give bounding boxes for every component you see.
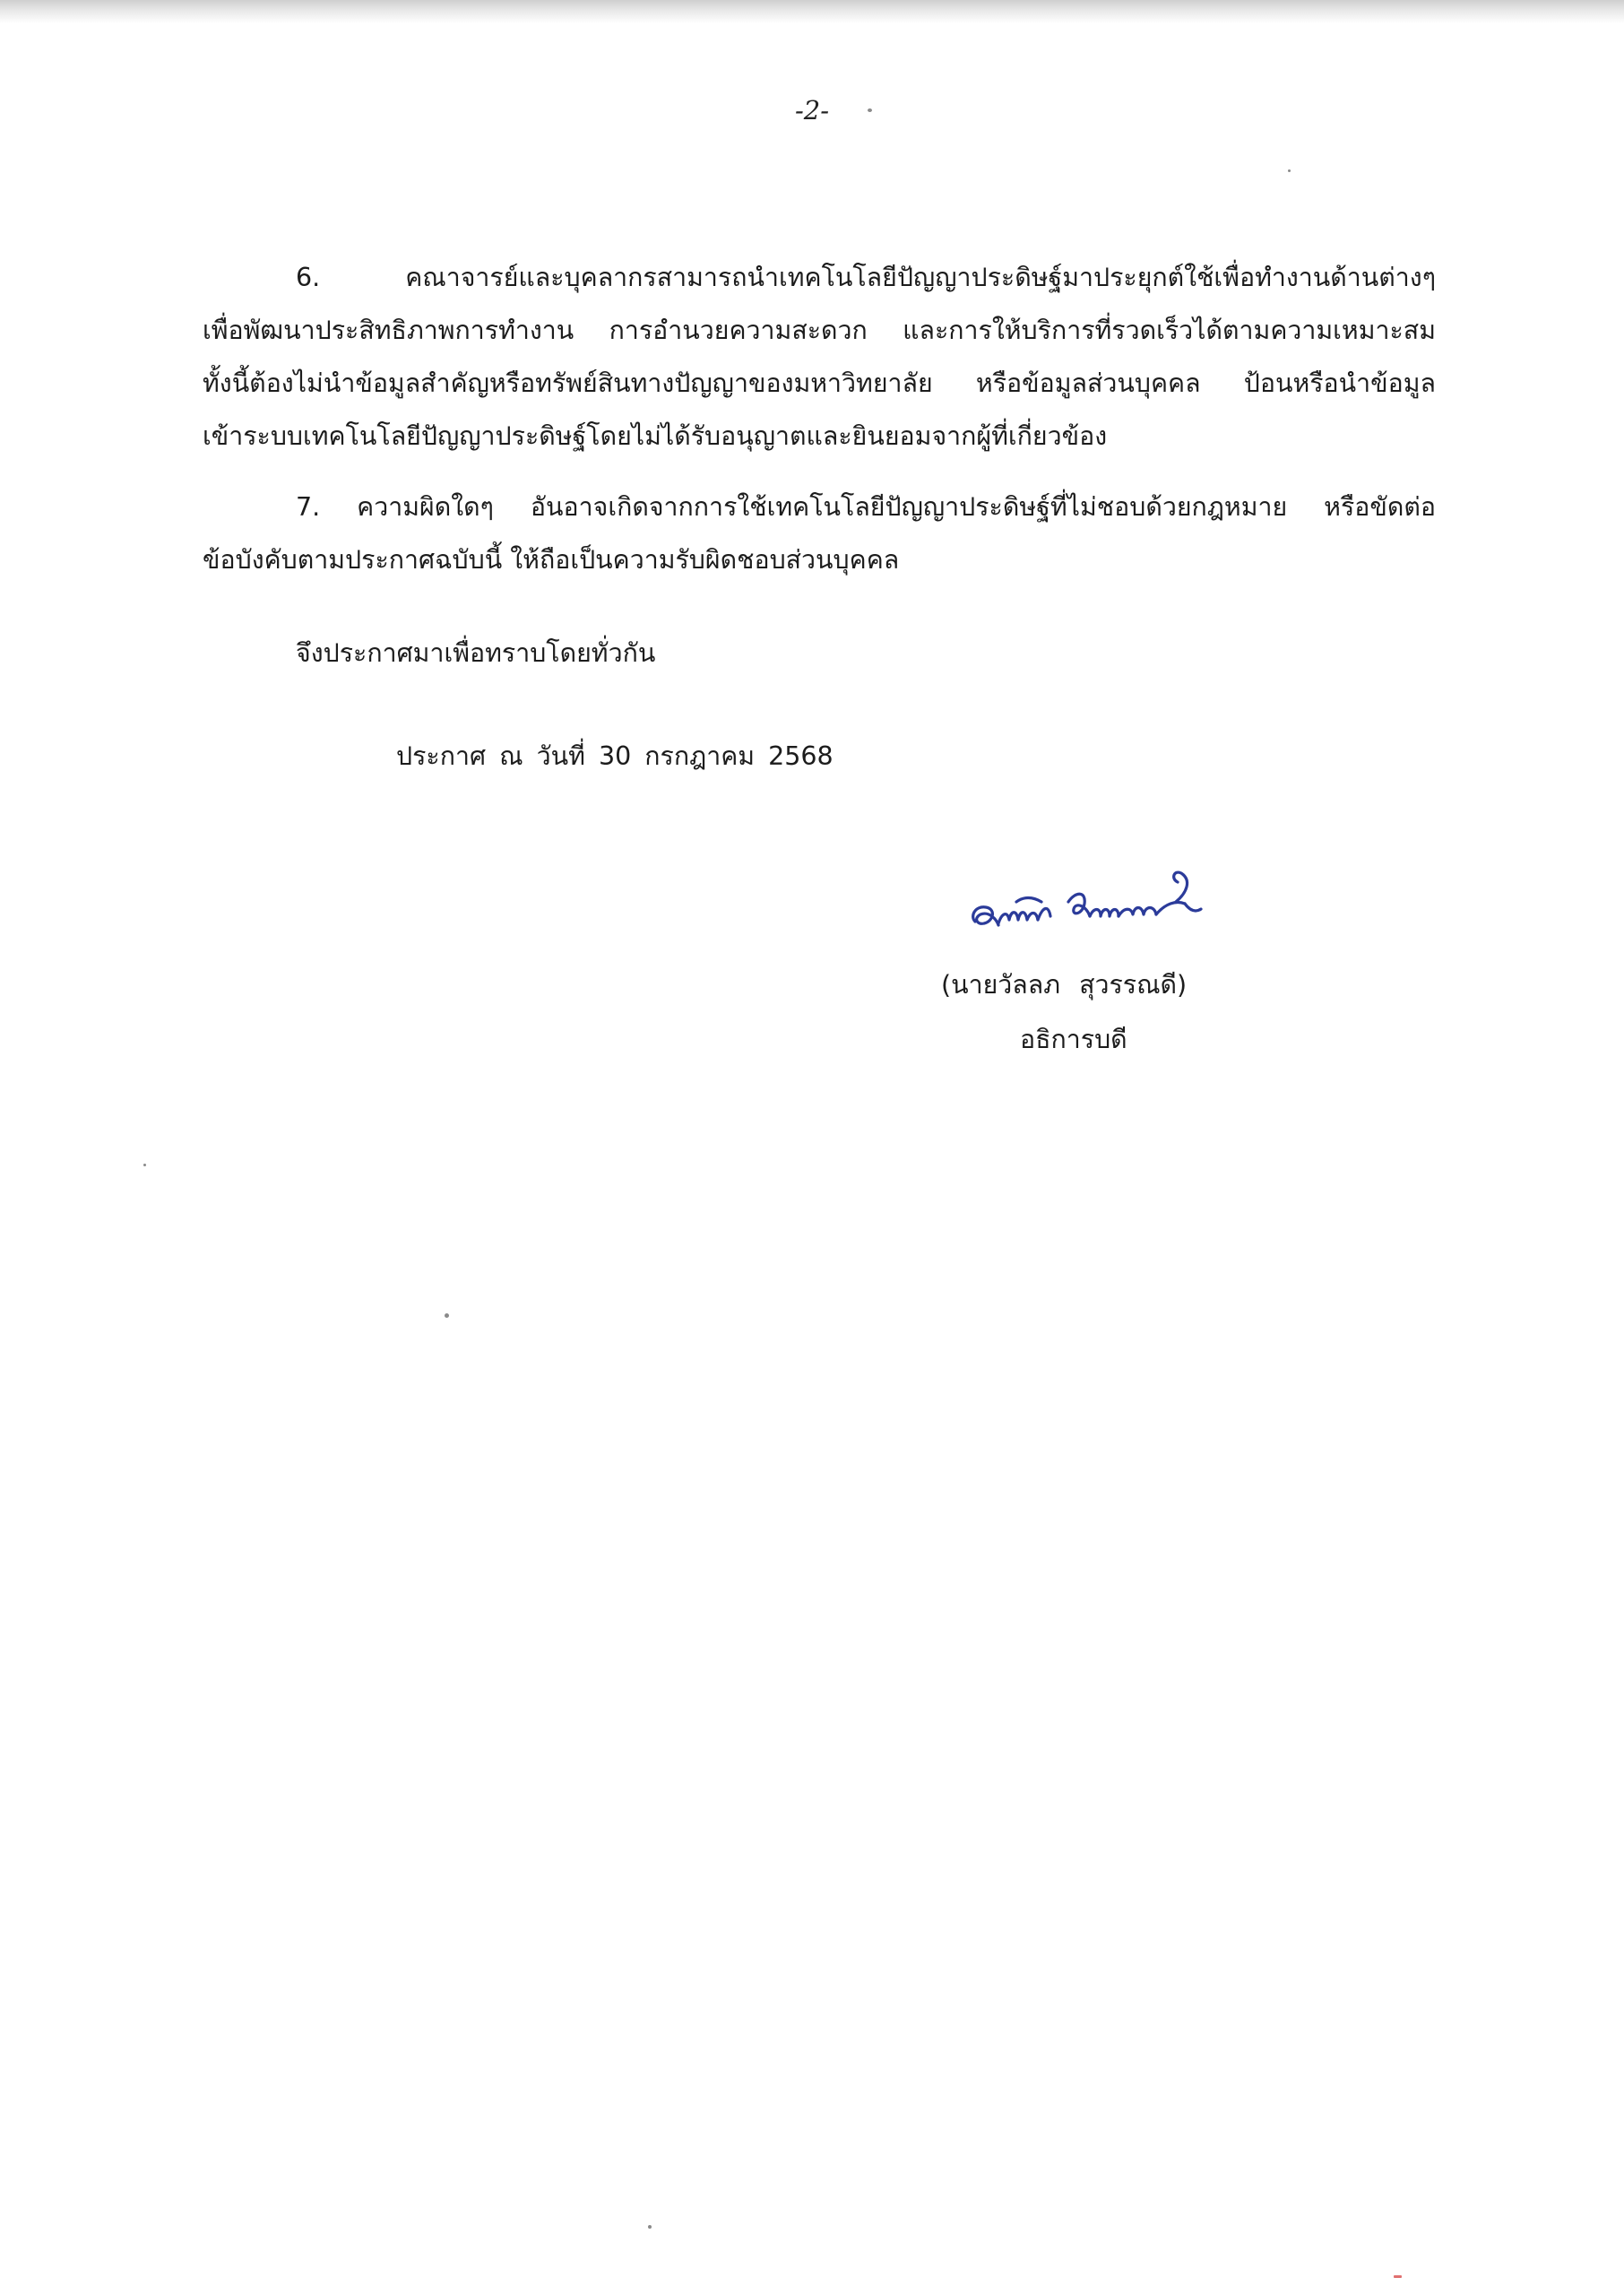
handwritten-signature [966,870,1235,943]
scan-speck [445,1313,449,1318]
signer-name: (นายวัลลภ สุวรรณดี) [941,970,1188,1000]
closing-statement: จึงประกาศมาเพื่อทราบโดยทั่วกัน [296,638,656,668]
signer-title: อธิการบดี [1020,1025,1127,1054]
clause-7 [203,481,1436,586]
scan-speck [648,2225,652,2229]
page-number: -2- [794,95,830,126]
clause-6-line-3: ทั้งนี้ต้องไม่นำข้อมูลสำคัญหรือทรัพย์สินทางปัญญาของมหาวิทยาลัย หรือข้อมูลส่วนบุคคล ป้อนหรือนำข้อมูล [203,368,1436,398]
clause-6-line-1: 6. คณาจารย์และบุคลากรสามารถนำเทคโนโลยีปัญญาประดิษฐ์มาประยุกต์ใช้เพื่อทำงานด้านต่างๆ [296,263,1436,292]
announcement-date: ประกาศ ณ วันที่ 30 กรกฎาคม 2568 [396,741,834,771]
clause-7-line-1: 7. ความผิดใดๆ อันอาจเกิดจากการใช้เทคโนโลยีปัญญาประดิษฐ์ที่ไม่ชอบด้วยกฎหมาย หรือขัดต่อ [296,492,1436,522]
clause-6-line-2: เพื่อพัฒนาประสิทธิภาพการทำงาน การอำนวยความสะดวก และการให้บริการที่รวดเร็วได้ตามความเหมาะสม [203,316,1436,345]
clause-7-line-2: ข้อบังคับตามประกาศฉบับนี้ ให้ถือเป็นความรับผิดชอบส่วนบุคคล [203,545,900,575]
clause-6-line-4: เข้าระบบเทคโนโลยีปัญญาประดิษฐ์โดยไม่ได้รับอนุญาตและยินยอมจากผู้ที่เกี่ยวข้อง [203,421,1108,451]
scan-speck [868,108,872,112]
clause-6 [203,251,1436,463]
scan-top-edge [0,0,1624,23]
scan-speck [1288,169,1291,172]
scan-speck [1394,2275,1402,2278]
scan-speck [143,1164,146,1166]
